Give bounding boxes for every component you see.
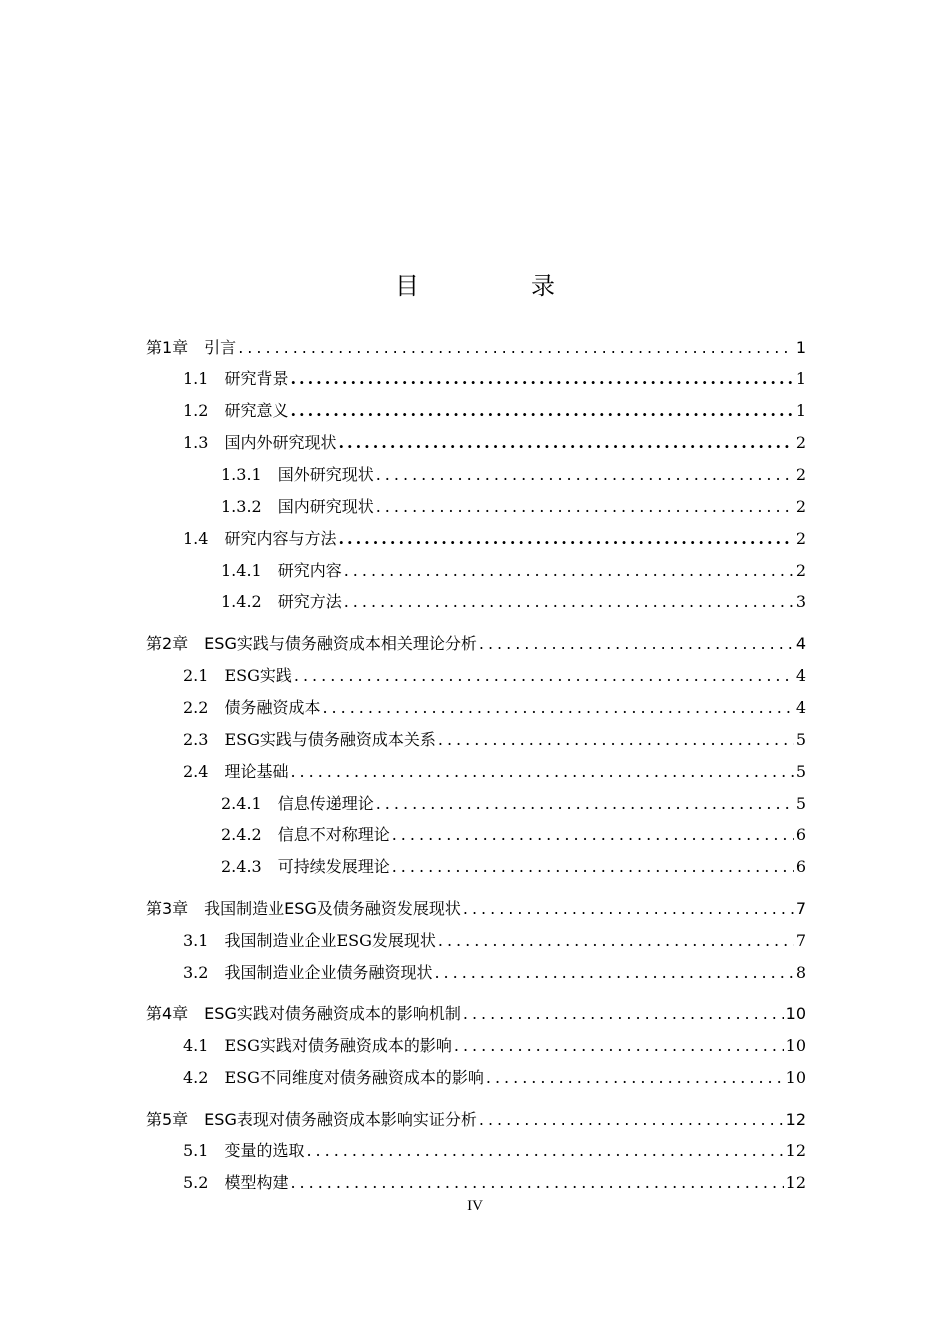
toc-title: 目 录	[395, 272, 599, 300]
toc-entry-label: 2.4.1 信息传递理论	[221, 794, 374, 813]
toc-entry-label: 2.4.3 可持续发展理论	[221, 857, 390, 876]
toc-entry-label: 2.3 ESG实践与债务融资成本关系	[183, 730, 436, 749]
toc-entry-page: 6	[795, 825, 806, 844]
toc-entry-label: 第3章 我国制造业ESG及债务融资发展现状	[146, 899, 461, 918]
toc-entry-page: 8	[795, 963, 806, 982]
toc-section-entry[interactable]	[183, 1063, 806, 1093]
dot-leader	[338, 524, 793, 554]
dot-leader	[392, 852, 794, 882]
toc-entry-page: 5	[795, 730, 806, 749]
toc-chapter-entry[interactable]	[146, 1105, 806, 1135]
toc-entry-label: 1.4 研究内容与方法	[183, 529, 337, 548]
dot-leader	[376, 789, 794, 819]
toc-entry-label: 2.2 债务融资成本	[183, 698, 321, 717]
toc-subsection-entry[interactable]	[221, 492, 806, 522]
dot-leader	[376, 460, 794, 490]
toc-entry-page: 2	[795, 561, 806, 580]
dot-leader	[322, 693, 793, 723]
toc-section-entry[interactable]	[183, 524, 806, 554]
page-number: IV	[467, 1198, 483, 1214]
toc-subsection-entry[interactable]	[221, 789, 806, 819]
toc-entry-page: 4	[795, 698, 806, 717]
dot-leader	[290, 1168, 783, 1198]
toc-subsection-entry[interactable]	[221, 556, 806, 586]
dot-leader	[434, 958, 793, 988]
toc-entry-page: 10	[785, 1004, 806, 1023]
dot-leader	[238, 333, 794, 363]
toc-entry-page: 1	[795, 369, 806, 388]
dot-leader	[290, 757, 793, 787]
toc-entry-label: 1.1 研究背景	[183, 369, 289, 388]
toc-section-entry[interactable]	[183, 1168, 806, 1198]
dot-leader	[486, 1063, 784, 1093]
toc-entry-label: 1.4.1 研究内容	[221, 561, 342, 580]
toc-section-entry[interactable]	[183, 757, 806, 787]
toc-entry-page: 7	[795, 931, 806, 950]
toc-entry-page: 12	[785, 1173, 806, 1192]
toc-chapter-entry[interactable]	[146, 894, 806, 924]
toc-section-entry[interactable]	[183, 396, 806, 426]
toc-chapter-entry[interactable]	[146, 629, 806, 659]
dot-leader	[479, 1105, 784, 1135]
toc-chapter-entry[interactable]	[146, 999, 806, 1029]
toc-subsection-entry[interactable]	[221, 460, 806, 490]
toc-entry-page: 12	[785, 1110, 806, 1129]
toc-entry-label: 第4章 ESG实践对债务融资成本的影响机制	[146, 1004, 461, 1023]
toc-entry-label: 2.1 ESG实践	[183, 666, 292, 685]
toc-entry-page: 2	[795, 433, 806, 452]
toc-entry-label: 1.3 国内外研究现状	[183, 433, 337, 452]
dot-leader	[306, 1136, 783, 1166]
toc-entry-label: 5.1 变量的选取	[183, 1141, 305, 1160]
toc-entry-label: 第1章 引言	[146, 338, 237, 357]
toc-entry-page: 7	[795, 899, 806, 918]
toc-entry-label: 1.4.2 研究方法	[221, 592, 342, 611]
dot-leader	[463, 999, 784, 1029]
toc-section-entry[interactable]	[183, 926, 806, 956]
toc-entry-label: 3.1 我国制造业企业ESG发展现状	[183, 931, 436, 950]
toc-section-entry[interactable]	[183, 364, 806, 394]
dot-leader	[344, 587, 794, 617]
toc-subsection-entry[interactable]	[221, 852, 806, 882]
toc-section-entry[interactable]	[183, 661, 806, 691]
toc-entry-page: 4	[795, 634, 806, 653]
toc-entry-page: 4	[795, 666, 806, 685]
toc-entry-label: 1.3.1 国外研究现状	[221, 465, 374, 484]
toc-section-entry[interactable]	[183, 1136, 806, 1166]
toc-entry-label: 第2章 ESG实践与债务融资成本相关理论分析	[146, 634, 477, 653]
toc-entry-page: 1	[795, 338, 806, 357]
toc-entry-label: 4.1 ESG实践对债务融资成本的影响	[183, 1036, 452, 1055]
toc-entry-page: 5	[795, 762, 806, 781]
toc-section-entry[interactable]	[183, 428, 806, 458]
toc-entry-page: 1	[795, 401, 806, 420]
toc-entry-label: 5.2 模型构建	[183, 1173, 289, 1192]
dot-leader	[479, 629, 794, 659]
toc-entry-page: 6	[795, 857, 806, 876]
dot-leader	[338, 428, 793, 458]
toc-section-entry[interactable]	[183, 725, 806, 755]
toc-entry-label: 1.3.2 国内研究现状	[221, 497, 374, 516]
toc-entry-label: 2.4 理论基础	[183, 762, 289, 781]
toc-entry-page: 5	[795, 794, 806, 813]
toc-section-entry[interactable]	[183, 958, 806, 988]
dot-leader	[344, 556, 794, 586]
dot-leader	[376, 492, 794, 522]
toc-subsection-entry[interactable]	[221, 587, 806, 617]
toc-chapter-entry[interactable]	[146, 333, 806, 363]
toc-entry-label: 4.2 ESG不同维度对债务融资成本的影响	[183, 1068, 484, 1087]
toc-entry-page: 12	[785, 1141, 806, 1160]
toc-entry-page: 2	[795, 497, 806, 516]
dot-leader	[454, 1031, 784, 1061]
toc-section-entry[interactable]	[183, 693, 806, 723]
toc-section-entry[interactable]	[183, 1031, 806, 1061]
toc-entry-label: 1.2 研究意义	[183, 401, 289, 420]
toc-entry-label: 第5章 ESG表现对债务融资成本影响实证分析	[146, 1110, 477, 1129]
toc-entry-label: 2.4.2 信息不对称理论	[221, 825, 390, 844]
toc-entry-page: 10	[785, 1036, 806, 1055]
toc-subsection-entry[interactable]	[221, 820, 806, 850]
dot-leader	[438, 725, 794, 755]
toc-entry-page: 3	[795, 592, 806, 611]
dot-leader	[294, 661, 794, 691]
dot-leader	[392, 820, 794, 850]
dot-leader	[463, 894, 794, 924]
toc-entry-page: 10	[785, 1068, 806, 1087]
dot-leader	[290, 396, 793, 426]
toc-entry-page: 2	[795, 529, 806, 548]
toc-entry-page: 2	[795, 465, 806, 484]
toc-entry-label: 3.2 我国制造业企业债务融资现状	[183, 963, 433, 982]
dot-leader	[290, 364, 793, 394]
dot-leader	[438, 926, 794, 956]
